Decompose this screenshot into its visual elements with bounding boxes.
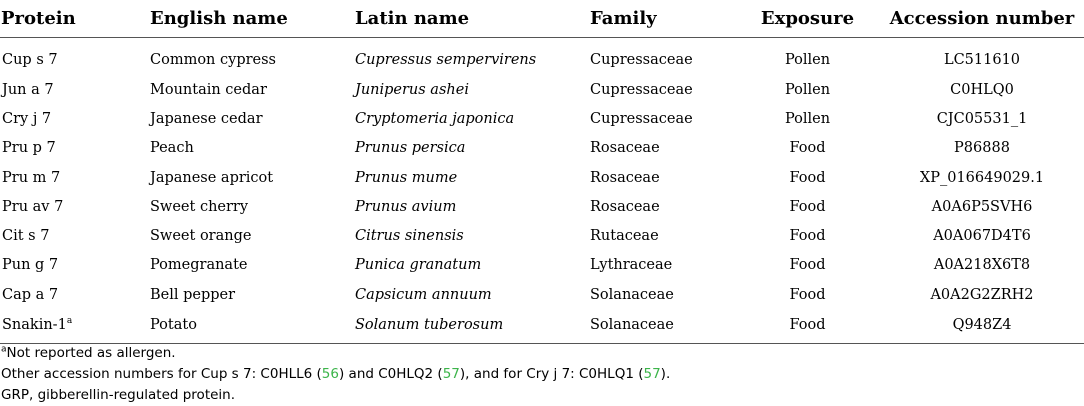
cell-family [590,309,735,344]
cell-exposure-text: Food [789,198,826,215]
cell-exposure-text: Food [789,169,826,186]
cell-latin-name-text: Prunus persica [355,140,466,157]
cell-family [590,163,735,192]
cell-latin-name [355,163,590,192]
cell-family-text: Cupressaceae [590,51,693,68]
cell-english-name [150,163,355,192]
cell-exposure [735,251,880,280]
cell-protein-text: Pun g 7 [2,257,59,274]
cell-english-name-text: Peach [150,140,194,157]
cell-latin-name [355,251,590,280]
cell-family [590,38,735,76]
table-row [0,309,1084,344]
cell-protein [0,192,150,221]
cell-protein [0,75,150,104]
cell-latin-name-text: Citrus sinensis [355,228,464,245]
footnote-marker: a [1,344,7,355]
cell-family [590,192,735,221]
cell-english-name [150,75,355,104]
cell-exposure-text: Food [789,257,826,274]
cell-accession-number [880,134,1084,163]
cell-exposure [735,38,880,76]
cell-accession-number-text: LC511610 [943,51,1021,68]
cell-english-name-text: Potato [150,316,197,333]
reference-link-57[interactable]: 57 [442,366,460,382]
header-family: Family [590,0,735,38]
cell-english-name-text: Japanese cedar [150,110,263,127]
cell-exposure-text: Pollen [784,81,831,98]
footnote-not-allergen [1,343,670,364]
cell-protein [0,251,150,280]
cell-exposure-text: Food [789,286,826,303]
cell-exposure [735,104,880,133]
cell-latin-name [355,75,590,104]
cell-english-name [150,134,355,163]
cell-accession-number [880,192,1084,221]
footnote-other-text-1: Other accession numbers for Cup s 7: C0HLL6 ( [1,366,322,382]
cell-protein-text: Cry j 7 [2,110,52,127]
cell-latin-name [355,221,590,250]
cell-latin-name [355,192,590,221]
cell-accession-number-text: XP_016649029.1 [919,169,1045,186]
header-protein: Protein [0,0,150,38]
footnote-other-text-3: ), and for Cry j 7: C0HLQ1 ( [459,366,644,382]
cell-accession-number-text: P86888 [954,140,1010,157]
cell-accession-number-text: C0HLQ0 [950,81,1014,98]
cell-protein-text: Pru av 7 [2,198,64,215]
cell-english-name [150,38,355,76]
cell-accession-number [880,38,1084,76]
cell-family-text: Rosaceae [590,140,660,157]
cell-latin-name [355,309,590,344]
cell-protein-text: Jun a 7 [2,81,54,98]
cell-english-name-text: Mountain cedar [150,81,267,98]
cell-family [590,75,735,104]
cell-latin-name-text: Capsicum annuum [355,286,492,303]
cell-protein [0,221,150,250]
cell-exposure [735,134,880,163]
cell-english-name-text: Pomegranate [150,257,248,274]
cell-english-name-text: Bell pepper [150,286,236,303]
reference-link-56[interactable]: 56 [321,366,339,382]
cell-exposure-text: Food [789,316,826,333]
cell-protein-text: Pru p 7 [2,140,56,157]
cell-accession-number [880,163,1084,192]
cell-latin-name-text: Solanum tuberosum [355,316,504,333]
cell-family [590,221,735,250]
cell-latin-name-text: Punica granatum [355,257,482,274]
cell-protein-text: Cup s 7 [2,51,58,68]
cell-family-text: Cupressaceae [590,81,693,98]
cell-family-text: Solanaceae [590,286,674,303]
cell-accession-number [880,75,1084,104]
cell-exposure [735,309,880,344]
cell-latin-name-text: Prunus mume [355,169,458,186]
footnote-other-text-4: ). [660,366,671,382]
cell-protein-text: Pru m 7 [2,169,61,186]
cell-family-text: Rosaceae [590,169,660,186]
cell-family-text: Rutaceae [590,228,659,245]
cell-latin-name [355,280,590,309]
footnote-grp-abbreviation: GRP, gibberellin-regulated protein. [1,387,236,403]
cell-family-text: Lythraceae [590,257,673,274]
table-row [0,251,1084,280]
cell-english-name [150,280,355,309]
cell-english-name-text: Japanese apricot [150,169,274,186]
reference-link-57-b[interactable]: 57 [643,366,661,382]
cell-protein [0,134,150,163]
cell-accession-number [880,104,1084,133]
cell-exposure [735,163,880,192]
cell-exposure [735,192,880,221]
cell-accession-number-text: A0A067D4T6 [933,228,1031,245]
table-row [0,38,1084,76]
cell-english-name [150,104,355,133]
cell-family [590,134,735,163]
cell-latin-name-text: Cryptomeria japonica [355,110,515,127]
cell-latin-name-text: Juniperus ashei [355,81,469,98]
cell-protein-text: Cit s 7 [2,228,50,245]
cell-family-text: Solanaceae [590,316,674,333]
table-row [0,75,1084,104]
cell-exposure-text: Food [789,140,826,157]
cell-accession-number-text: A0A6P5SVH6 [931,198,1033,215]
footnote-marker: a [66,316,73,327]
cell-accession-number-text: A0A2G2ZRH2 [930,286,1034,303]
cell-latin-name [355,134,590,163]
cell-english-name-text: Sweet orange [150,228,252,245]
table-row [0,192,1084,221]
cell-exposure [735,75,880,104]
cell-protein-text: Snakin-1 [2,316,67,333]
footnote-other-accessions [1,364,670,385]
header-exposure: Exposure [735,0,880,38]
cell-english-name-text: Sweet cherry [150,198,249,215]
cell-protein [0,280,150,309]
cell-english-name-text: Common cypress [150,51,276,68]
header-english-name: English name [150,0,355,38]
table-header-row [0,0,1084,38]
footnote-not-allergen-text: Not reported as allergen. [6,345,176,361]
cell-protein [0,104,150,133]
cell-family [590,104,735,133]
cell-exposure [735,280,880,309]
cell-exposure-text: Food [789,228,826,245]
cell-protein [0,38,150,76]
cell-protein [0,309,150,344]
cell-protein [0,163,150,192]
cell-accession-number-text: A0A218X6T8 [933,257,1031,274]
table-row [0,134,1084,163]
cell-exposure-text: Pollen [784,51,831,68]
cell-latin-name-text: Prunus avium [355,198,457,215]
header-latin-name: Latin name [355,0,590,38]
cell-accession-number [880,221,1084,250]
cell-exposure-text: Pollen [784,110,831,127]
cell-family-text: Rosaceae [590,198,660,215]
cell-protein-text: Cap a 7 [2,286,59,303]
table-footnotes [1,343,670,406]
cell-accession-number [880,280,1084,309]
cell-accession-number-text: Q948Z4 [952,316,1012,333]
cell-latin-name [355,38,590,76]
cell-family [590,251,735,280]
table-row [0,163,1084,192]
cell-family [590,280,735,309]
footnote-other-text-2: ) and C0HLQ2 ( [338,366,443,382]
table-row [0,280,1084,309]
cell-family-text: Cupressaceae [590,110,693,127]
header-accession-number: Accession number [880,0,1084,38]
table-row [0,221,1084,250]
cell-accession-number [880,251,1084,280]
table-body [0,38,1084,344]
table-row [0,104,1084,133]
cell-latin-name [355,104,590,133]
cell-exposure [735,221,880,250]
cell-english-name [150,251,355,280]
cell-english-name [150,221,355,250]
cell-latin-name-text: Cupressus sempervirens [355,51,537,68]
cell-english-name [150,309,355,344]
cell-accession-number-text: CJC05531_1 [936,110,1028,127]
cell-english-name [150,192,355,221]
cell-accession-number [880,309,1084,344]
